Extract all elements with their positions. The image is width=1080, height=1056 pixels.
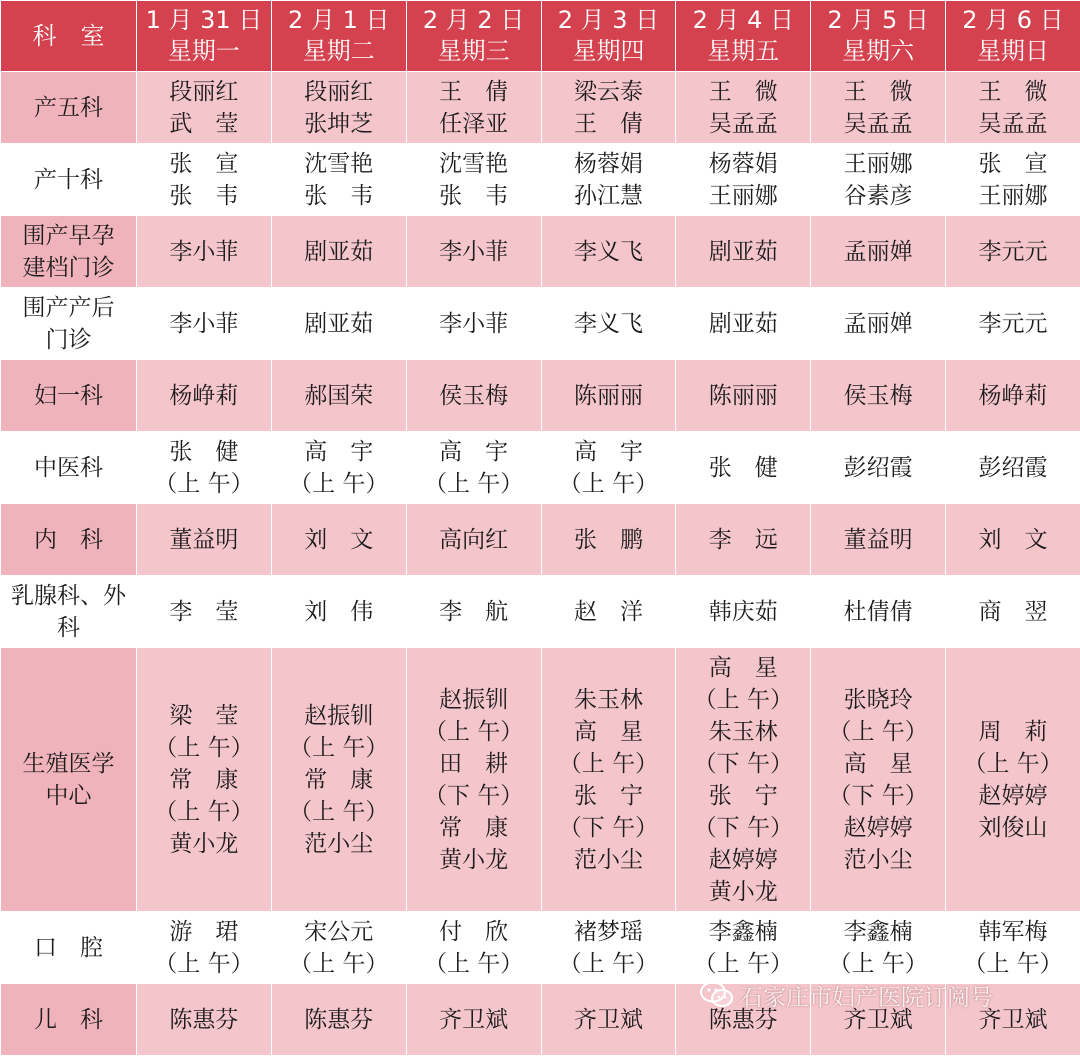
- doctor-name: 王 微: [946, 76, 1080, 108]
- department-cell: [1, 984, 137, 1056]
- duty-cell: [406, 144, 541, 216]
- doctor-name: （上 午）: [676, 684, 810, 716]
- doctor-name: 齐卫斌: [811, 1004, 945, 1036]
- doctor-name: 范小尘: [542, 844, 676, 876]
- doctor-name: （上 午）: [272, 732, 406, 764]
- doctor-name: 张 宁: [542, 780, 676, 812]
- doctor-name: 张晓玲: [811, 684, 945, 716]
- doctor-name: 王丽娜: [946, 180, 1080, 212]
- day-weekday: 星期五: [676, 36, 810, 67]
- doctor-name: 吴孟孟: [676, 108, 810, 140]
- duty-cell: [811, 288, 946, 360]
- doctor-name: （上 午）: [407, 468, 541, 500]
- doctor-name: 李 航: [407, 596, 541, 628]
- duty-cell: [541, 216, 676, 288]
- department-cell: [1, 360, 137, 432]
- duty-cell: [676, 648, 811, 912]
- duty-cell: [541, 912, 676, 984]
- duty-cell: [811, 72, 946, 144]
- duty-cell: [811, 912, 946, 984]
- doctor-name: 杨峥莉: [946, 380, 1080, 412]
- duty-cell: [137, 432, 272, 504]
- doctor-name: 郝国荣: [272, 380, 406, 412]
- doctor-name: 李元元: [946, 308, 1080, 340]
- doctor-name: （下 午）: [676, 748, 810, 780]
- department-name: 内 科: [1, 524, 136, 556]
- department-name: 儿 科: [1, 1004, 136, 1036]
- doctor-name: 赵振钏: [407, 684, 541, 716]
- duty-cell: [676, 360, 811, 432]
- doctor-name: （上 午）: [946, 948, 1080, 980]
- department-cell: [1, 72, 137, 144]
- doctor-name: 张 韦: [407, 180, 541, 212]
- duty-cell: [676, 288, 811, 360]
- doctor-name: 沈雪艳: [407, 148, 541, 180]
- duty-cell: [811, 360, 946, 432]
- doctor-name: （下 午）: [407, 780, 541, 812]
- doctor-name: 范小尘: [811, 844, 945, 876]
- doctor-name: （上 午）: [676, 948, 810, 980]
- schedule-row: [1, 360, 1080, 432]
- day-weekday: 星期六: [811, 36, 945, 67]
- doctor-name: 高向红: [407, 524, 541, 556]
- doctor-name: 张 健: [676, 452, 810, 484]
- doctor-name: 赵 洋: [542, 596, 676, 628]
- duty-cell: [137, 576, 272, 648]
- doctor-name: 陈惠芬: [676, 1004, 810, 1036]
- schedule-row: [1, 504, 1080, 576]
- duty-cell: [811, 144, 946, 216]
- duty-cell: [946, 648, 1080, 912]
- doctor-name: 褚梦瑶: [542, 916, 676, 948]
- duty-cell: [676, 216, 811, 288]
- doctor-name: 任泽亚: [407, 108, 541, 140]
- doctor-name: 杨蓉娟: [542, 148, 676, 180]
- duty-cell: [406, 912, 541, 984]
- doctor-name: 孟丽婵: [811, 236, 945, 268]
- doctor-name: （上 午）: [811, 716, 945, 748]
- doctor-name: （上 午）: [407, 948, 541, 980]
- day-date: 2 月 4 日: [676, 5, 810, 36]
- duty-cell: [271, 504, 406, 576]
- duty-cell: [137, 360, 272, 432]
- doctor-name: 李元元: [946, 236, 1080, 268]
- doctor-name: 董益明: [137, 524, 271, 556]
- doctor-name: 李小菲: [407, 308, 541, 340]
- duty-cell: [811, 984, 946, 1056]
- doctor-name: （上 午）: [137, 948, 271, 980]
- department-cell: [1, 648, 137, 912]
- duty-cell: [946, 984, 1080, 1056]
- duty-cell: [541, 432, 676, 504]
- doctor-name: 段丽红: [272, 76, 406, 108]
- duty-cell: [676, 432, 811, 504]
- day-date: 2 月 5 日: [811, 5, 945, 36]
- department-cell: [1, 144, 137, 216]
- duty-cell: [946, 72, 1080, 144]
- doctor-name: 韩庆茹: [676, 596, 810, 628]
- department-cell: [1, 576, 137, 648]
- doctor-name: 剧亚茹: [272, 308, 406, 340]
- schedule-row: [1, 648, 1080, 912]
- doctor-name: 段丽红: [137, 76, 271, 108]
- doctor-name: 彭绍霞: [811, 452, 945, 484]
- day-weekday: 星期一: [137, 36, 271, 67]
- duty-cell: [811, 432, 946, 504]
- duty-cell: [406, 360, 541, 432]
- duty-cell: [406, 984, 541, 1056]
- duty-cell: [406, 216, 541, 288]
- doctor-name: 赵婷婷: [676, 844, 810, 876]
- duty-cell: [137, 504, 272, 576]
- doctor-name: 赵婷婷: [946, 780, 1080, 812]
- day-weekday: 星期日: [946, 36, 1080, 67]
- doctor-name: 常 康: [137, 764, 271, 796]
- doctor-name: 黄小龙: [676, 876, 810, 908]
- doctor-name: 高 宇: [272, 436, 406, 468]
- doctor-name: 李 远: [676, 524, 810, 556]
- duty-cell: [946, 144, 1080, 216]
- department-name: 中心: [1, 780, 136, 812]
- doctor-name: 付 欣: [407, 916, 541, 948]
- doctor-name: 刘俊山: [946, 812, 1080, 844]
- doctor-name: （下 午）: [811, 780, 945, 812]
- doctor-name: 朱玉林: [542, 684, 676, 716]
- doctor-name: 王 微: [811, 76, 945, 108]
- day-weekday: 星期三: [407, 36, 541, 67]
- schedule-row: [1, 432, 1080, 504]
- duty-cell: [137, 648, 272, 912]
- day-date: 2 月 2 日: [407, 5, 541, 36]
- department-name: 门诊: [1, 324, 136, 356]
- doctor-name: 李义飞: [542, 308, 676, 340]
- doctor-name: 赵婷婷: [811, 812, 945, 844]
- doctor-name: 彭绍霞: [946, 452, 1080, 484]
- doctor-name: 刘 伟: [272, 596, 406, 628]
- duty-cell: [541, 288, 676, 360]
- doctor-name: 高 星: [542, 716, 676, 748]
- duty-cell: [541, 504, 676, 576]
- duty-cell: [676, 576, 811, 648]
- header-day: [811, 1, 946, 72]
- duty-cell: [811, 576, 946, 648]
- duty-cell: [541, 360, 676, 432]
- doctor-name: 李义飞: [542, 236, 676, 268]
- duty-cell: [271, 576, 406, 648]
- duty-cell: [406, 432, 541, 504]
- duty-cell: [271, 912, 406, 984]
- department-name: 产十科: [1, 164, 136, 196]
- doctor-name: 梁云泰: [542, 76, 676, 108]
- duty-cell: [946, 432, 1080, 504]
- header-day: [137, 1, 272, 72]
- doctor-name: （上 午）: [946, 748, 1080, 780]
- doctor-name: 李小菲: [407, 236, 541, 268]
- department-name: 科: [1, 612, 136, 644]
- watermark-text: 石家庄市妇产医院订阅号: [740, 979, 993, 1012]
- duty-cell: [676, 912, 811, 984]
- doctor-name: （上 午）: [811, 948, 945, 980]
- doctor-name: 张 健: [137, 436, 271, 468]
- duty-cell: [271, 288, 406, 360]
- doctor-name: 剧亚茹: [676, 308, 810, 340]
- doctor-name: 游 珺: [137, 916, 271, 948]
- day-date: 2 月 1 日: [272, 5, 406, 36]
- doctor-name: 张坤芝: [272, 108, 406, 140]
- doctor-name: 田 耕: [407, 748, 541, 780]
- department-name: 建档门诊: [1, 252, 136, 284]
- schedule-row: [1, 288, 1080, 360]
- day-date: 1 月 31 日: [137, 5, 271, 36]
- department-cell: [1, 432, 137, 504]
- header-day: [946, 1, 1080, 72]
- doctor-name: 剧亚茹: [272, 236, 406, 268]
- duty-cell: [406, 648, 541, 912]
- doctor-name: 李鑫楠: [676, 916, 810, 948]
- header-day: [271, 1, 406, 72]
- doctor-name: 沈雪艳: [272, 148, 406, 180]
- duty-cell: [811, 216, 946, 288]
- doctor-name: 王 倩: [407, 76, 541, 108]
- doctor-name: 陈惠芬: [272, 1004, 406, 1036]
- duty-cell: [811, 504, 946, 576]
- doctor-name: 高 宇: [407, 436, 541, 468]
- department-name: 产五科: [1, 92, 136, 124]
- duty-cell: [946, 504, 1080, 576]
- doctor-name: 谷素彦: [811, 180, 945, 212]
- duty-cell: [137, 72, 272, 144]
- doctor-name: 孟丽婵: [811, 308, 945, 340]
- day-weekday: 星期四: [542, 36, 676, 67]
- duty-cell: [406, 576, 541, 648]
- day-date: 2 月 3 日: [542, 5, 676, 36]
- doctor-name: 常 康: [272, 764, 406, 796]
- doctor-name: 高 星: [676, 652, 810, 684]
- doctor-name: （上 午）: [542, 468, 676, 500]
- duty-cell: [406, 288, 541, 360]
- schedule-row: [1, 216, 1080, 288]
- doctor-name: 王丽娜: [676, 180, 810, 212]
- header-day: [541, 1, 676, 72]
- duty-cell: [271, 984, 406, 1056]
- doctor-name: 张 韦: [137, 180, 271, 212]
- schedule-row: [1, 144, 1080, 216]
- doctor-name: 武 莹: [137, 108, 271, 140]
- doctor-name: 王 微: [676, 76, 810, 108]
- duty-cell: [271, 72, 406, 144]
- doctor-name: 高 宇: [542, 436, 676, 468]
- doctor-name: 吴孟孟: [946, 108, 1080, 140]
- duty-cell: [676, 72, 811, 144]
- doctor-name: 侯玉梅: [811, 380, 945, 412]
- doctor-name: 陈丽丽: [676, 380, 810, 412]
- doctor-name: 李鑫楠: [811, 916, 945, 948]
- duty-cell: [946, 576, 1080, 648]
- doctor-name: 吴孟孟: [811, 108, 945, 140]
- doctor-name: （上 午）: [272, 468, 406, 500]
- department-cell: [1, 504, 137, 576]
- duty-cell: [946, 360, 1080, 432]
- doctor-name: 张 韦: [272, 180, 406, 212]
- doctor-name: 李小菲: [137, 308, 271, 340]
- department-name: 围产产后: [1, 292, 136, 324]
- doctor-name: 张 宁: [676, 780, 810, 812]
- doctor-name: 李 莹: [137, 596, 271, 628]
- duty-cell: [137, 144, 272, 216]
- department-cell: [1, 912, 137, 984]
- department-name: 围产早孕: [1, 220, 136, 252]
- duty-cell: [137, 912, 272, 984]
- duty-cell: [811, 648, 946, 912]
- schedule-row: [1, 984, 1080, 1056]
- duty-cell: [946, 216, 1080, 288]
- duty-cell: [541, 72, 676, 144]
- doctor-name: 宋公元: [272, 916, 406, 948]
- department-name: 生殖医学: [1, 748, 136, 780]
- day-date: 2 月 6 日: [946, 5, 1080, 36]
- doctor-name: （上 午）: [137, 732, 271, 764]
- duty-cell: [137, 984, 272, 1056]
- doctor-name: （上 午）: [272, 796, 406, 828]
- duty-cell: [406, 72, 541, 144]
- doctor-name: （下 午）: [542, 812, 676, 844]
- doctor-name: （上 午）: [137, 468, 271, 500]
- doctor-name: 杜倩倩: [811, 596, 945, 628]
- day-weekday: 星期二: [272, 36, 406, 67]
- doctor-name: （上 午）: [542, 948, 676, 980]
- duty-cell: [271, 432, 406, 504]
- department-name: 妇一科: [1, 380, 136, 412]
- duty-cell: [406, 504, 541, 576]
- doctor-name: 黄小龙: [407, 844, 541, 876]
- duty-cell: [946, 288, 1080, 360]
- doctor-name: 张 宣: [137, 148, 271, 180]
- doctor-name: 张 宣: [946, 148, 1080, 180]
- doctor-name: 高 星: [811, 748, 945, 780]
- header-row: [1, 1, 1080, 72]
- doctor-name: 陈惠芬: [137, 1004, 271, 1036]
- duty-cell: [541, 648, 676, 912]
- doctor-name: （上 午）: [137, 796, 271, 828]
- doctor-name: 齐卫斌: [407, 1004, 541, 1036]
- schedule-row: [1, 912, 1080, 984]
- schedule-row: [1, 72, 1080, 144]
- doctor-name: 齐卫斌: [946, 1004, 1080, 1036]
- department-name: 乳腺科、外: [1, 580, 136, 612]
- doctor-name: 韩军梅: [946, 916, 1080, 948]
- duty-cell: [541, 576, 676, 648]
- duty-cell: [271, 216, 406, 288]
- doctor-name: 陈丽丽: [542, 380, 676, 412]
- doctor-name: 侯玉梅: [407, 380, 541, 412]
- doctor-name: 刘 文: [272, 524, 406, 556]
- doctor-name: 刘 文: [946, 524, 1080, 556]
- doctor-name: （上 午）: [542, 748, 676, 780]
- doctor-name: 赵振钏: [272, 700, 406, 732]
- doctor-name: （上 午）: [407, 716, 541, 748]
- doctor-name: 黄小龙: [137, 828, 271, 860]
- duty-cell: [676, 504, 811, 576]
- duty-cell: [271, 360, 406, 432]
- department-cell: [1, 288, 137, 360]
- duty-cell: [541, 144, 676, 216]
- header-dept: 科 室: [1, 1, 137, 72]
- duty-cell: [676, 144, 811, 216]
- doctor-name: 常 康: [407, 812, 541, 844]
- schedule-body: [1, 72, 1080, 1056]
- header-day: [406, 1, 541, 72]
- doctor-name: 范小尘: [272, 828, 406, 860]
- doctor-name: 杨蓉娟: [676, 148, 810, 180]
- duty-cell: [676, 984, 811, 1056]
- department-cell: [1, 216, 137, 288]
- doctor-name: 剧亚茹: [676, 236, 810, 268]
- doctor-name: （下 午）: [676, 812, 810, 844]
- schedule-row: [1, 576, 1080, 648]
- doctor-name: 孙江慧: [542, 180, 676, 212]
- duty-cell: [946, 912, 1080, 984]
- doctor-name: 周 莉: [946, 716, 1080, 748]
- doctor-name: 齐卫斌: [542, 1004, 676, 1036]
- doctor-name: 杨峥莉: [137, 380, 271, 412]
- doctor-name: 李小菲: [137, 236, 271, 268]
- duty-cell: [137, 288, 272, 360]
- header-day: [676, 1, 811, 72]
- doctor-name: 朱玉林: [676, 716, 810, 748]
- doctor-name: 王丽娜: [811, 148, 945, 180]
- doctor-name: （上 午）: [272, 948, 406, 980]
- department-name: 中医科: [1, 452, 136, 484]
- duty-cell: [137, 216, 272, 288]
- doctor-name: 梁 莹: [137, 700, 271, 732]
- doctor-name: 董益明: [811, 524, 945, 556]
- doctor-name: 商 翌: [946, 596, 1080, 628]
- duty-cell: [541, 984, 676, 1056]
- department-name: 口 腔: [1, 932, 136, 964]
- doctor-name: 王 倩: [542, 108, 676, 140]
- doctor-name: 张 鹏: [542, 524, 676, 556]
- duty-cell: [271, 144, 406, 216]
- duty-cell: [271, 648, 406, 912]
